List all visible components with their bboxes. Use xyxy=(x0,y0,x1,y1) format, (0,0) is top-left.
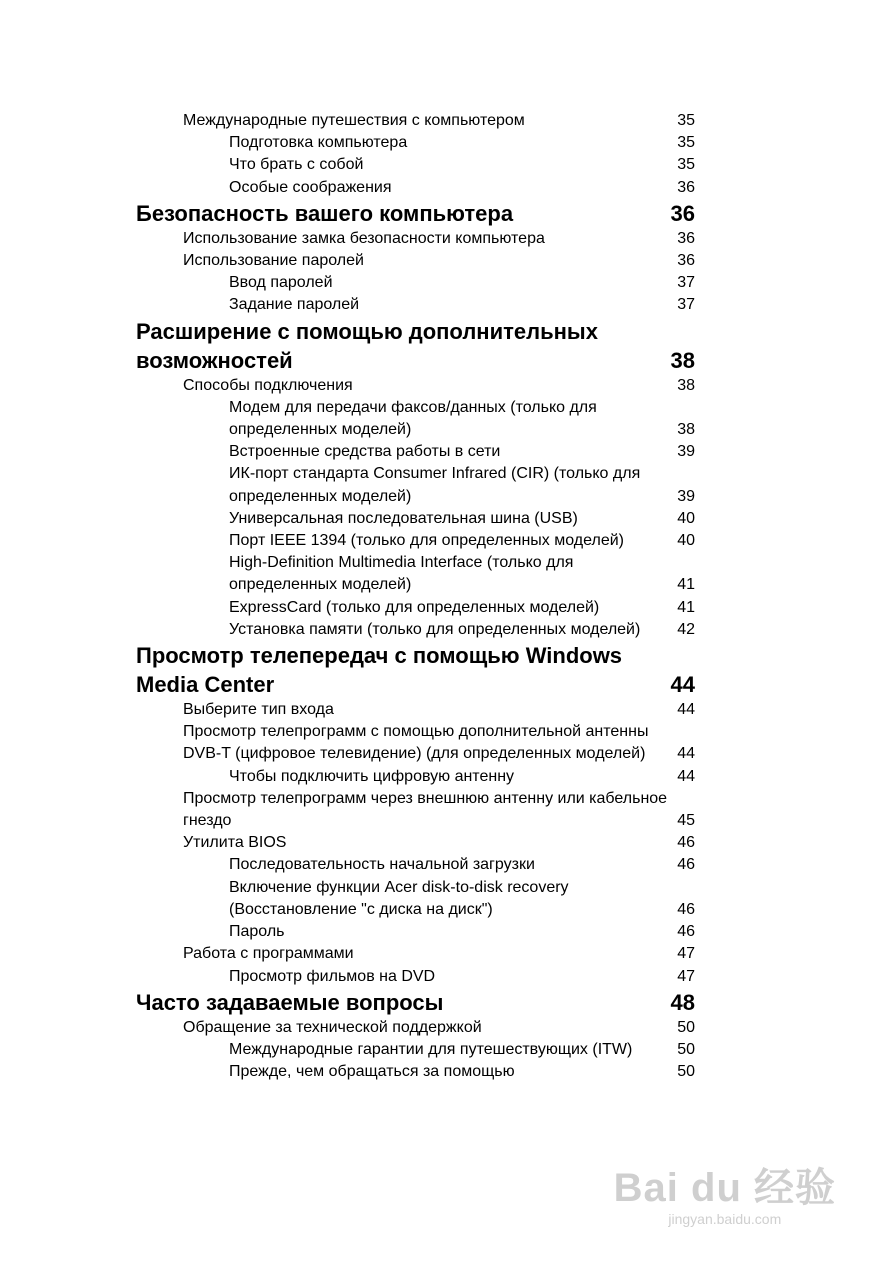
toc-entry-level-3 xyxy=(0,619,892,641)
toc-entry-level-3 xyxy=(0,766,892,788)
toc-entry-level-2 xyxy=(0,375,892,397)
toc-entry-page-number: 48 xyxy=(670,989,695,1015)
toc-entry-title: Чтобы подключить цифровую антенну xyxy=(229,767,515,785)
toc-entry-title: Модем для передачи факсов/данных (только для определенных моделей) xyxy=(229,398,597,439)
toc-entry-page-number: 38 xyxy=(670,347,695,373)
toc-entry-level-3 xyxy=(0,441,892,463)
toc-entry-title: Выберите тип входа xyxy=(183,701,334,719)
table-of-contents xyxy=(0,110,892,1083)
toc-entry-title: Встроенные средства работы в сети xyxy=(229,443,501,461)
toc-entry-level-2 xyxy=(0,110,892,132)
toc-entry-level-2 xyxy=(0,943,892,965)
toc-entry-page-number: 36 xyxy=(670,200,695,226)
toc-entry-level-3 xyxy=(0,854,892,876)
toc-entry-title: Обращение за технической поддержкой xyxy=(183,1018,482,1036)
toc-entry-page-number: 39 xyxy=(677,443,695,461)
toc-entry-title: Что брать с собой xyxy=(229,156,364,174)
toc-entry-level-2 xyxy=(0,250,892,272)
toc-entry-page-number: 40 xyxy=(677,509,695,527)
toc-entry-page-number: 35 xyxy=(677,112,695,129)
toc-entry-page-number: 36 xyxy=(677,252,695,270)
toc-entry-level-3 xyxy=(0,397,892,441)
toc-entry-page-number: 38 xyxy=(677,421,695,439)
toc-entry-page-number: 50 xyxy=(677,1040,695,1058)
toc-entry-title: Последовательность начальной загрузки xyxy=(229,856,535,874)
toc-entry-level-2 xyxy=(0,788,892,832)
toc-entry-page-number: 50 xyxy=(677,1063,695,1081)
toc-entry-page-number: 42 xyxy=(677,620,695,638)
toc-entry-page-number: 47 xyxy=(677,967,695,985)
toc-entry-level-3 xyxy=(0,1061,892,1083)
toc-entry-title: Задание паролей xyxy=(229,296,360,314)
toc-entry-page-number: 50 xyxy=(677,1018,695,1036)
toc-entry-level-1 xyxy=(0,199,892,228)
toc-entry-title: Универсальная последовательная шина (USB) xyxy=(229,509,578,527)
toc-entry-page-number: 41 xyxy=(677,598,695,616)
toc-entry-level-3 xyxy=(0,921,892,943)
toc-entry-page-number: 44 xyxy=(670,672,695,698)
toc-entry-level-3 xyxy=(0,177,892,199)
toc-entry-title: ExpressCard (только для определенных моделей) xyxy=(229,598,600,616)
toc-entry-level-3 xyxy=(0,508,892,530)
toc-entry-level-3 xyxy=(0,1039,892,1061)
toc-entry-page-number: 36 xyxy=(677,178,695,196)
toc-entry-page-number: 39 xyxy=(677,487,695,505)
toc-entry-title: Включение функции Acer disk-to-disk recovery (Восстановление "с диска на диск") xyxy=(229,878,569,918)
toc-entry-page-number: 38 xyxy=(677,376,695,394)
toc-entry-page-number: 44 xyxy=(677,745,695,763)
toc-entry-title: Часто задаваемые вопросы xyxy=(136,989,444,1015)
toc-entry-page-number: 44 xyxy=(677,701,695,719)
toc-entry-level-3 xyxy=(0,966,892,988)
toc-entry-page-number: 46 xyxy=(677,900,695,918)
toc-entry-title: Использование замка безопасности компьютера xyxy=(183,229,545,247)
toc-entry-title: Международные путешествия с компьютером xyxy=(183,112,525,129)
toc-entry-title: Просмотр фильмов на DVD xyxy=(229,967,436,985)
toc-entry-page-number: 35 xyxy=(677,156,695,174)
toc-entry-page-number: 41 xyxy=(677,576,695,594)
toc-entry-level-2 xyxy=(0,832,892,854)
baidu-logo xyxy=(614,1166,836,1210)
toc-entry-title: ИК-порт стандарта Consumer Infrared (CIR) (только для определенных моделей) xyxy=(229,465,641,505)
toc-entry-level-2 xyxy=(0,1017,892,1039)
watermark-url: jingyan.baidu.com xyxy=(668,1211,782,1227)
toc-entry-title: Международные гарантии для путешествующих (ITW) xyxy=(229,1040,633,1058)
toc-entry-page-number: 40 xyxy=(677,532,695,550)
toc-entry-level-3 xyxy=(0,272,892,294)
toc-entry-level-3 xyxy=(0,552,892,596)
toc-entry-title: Ввод паролей xyxy=(229,274,333,292)
toc-entry-level-3 xyxy=(0,877,892,921)
toc-entry-page-number: 46 xyxy=(677,834,695,852)
toc-entry-level-1 xyxy=(0,317,892,375)
toc-entry-level-2 xyxy=(0,721,892,765)
baidu-watermark xyxy=(614,1166,836,1228)
toc-entry-level-3 xyxy=(0,597,892,619)
toc-entry-page-number: 47 xyxy=(677,945,695,963)
toc-entry-title: Просмотр телепередач с помощью Windows Media Center xyxy=(136,643,623,698)
toc-entry-page-number: 46 xyxy=(677,923,695,941)
watermark-logo-text: Bai du 经验 xyxy=(613,1166,836,1210)
toc-entry-title: Использование паролей xyxy=(183,252,364,270)
toc-entry-title: Порт IEEE 1394 (только для определенных моделей) xyxy=(229,532,624,550)
toc-entry-title: Работа с программами xyxy=(183,945,354,963)
toc-entry-page-number: 46 xyxy=(677,856,695,874)
toc-entry-page-number: 37 xyxy=(677,274,695,292)
toc-entry-title: Особые соображения xyxy=(229,178,392,196)
toc-entry-title: Прежде, чем обращаться за помощью xyxy=(229,1063,515,1081)
toc-entry-level-3 xyxy=(0,530,892,552)
toc-entry-title: Просмотр телепрограмм с помощью дополнительной антенны DVB-T (цифровое телевидение) (для определенных моделей) xyxy=(183,723,649,763)
toc-entry-title: Просмотр телепрограмм через внешнюю антенну или кабельное гнездо xyxy=(183,789,668,830)
toc-entry-title: High-Definition Multimedia Interface (только для определенных моделей) xyxy=(229,554,574,594)
toc-entry-level-2 xyxy=(0,699,892,721)
toc-entry-title: Утилита BIOS xyxy=(183,834,287,852)
toc-entry-title: Безопасность вашего компьютера xyxy=(136,200,514,226)
toc-entry-level-3 xyxy=(0,463,892,507)
toc-entry-page-number: 37 xyxy=(677,296,695,314)
toc-entry-title: Способы подключения xyxy=(183,376,353,394)
toc-entry-level-2 xyxy=(0,228,892,250)
toc-entry-level-3 xyxy=(0,132,892,154)
toc-entry-level-3 xyxy=(0,154,892,176)
toc-entry-page-number: 36 xyxy=(677,229,695,247)
toc-entry-title: Установка памяти (только для определенных моделей) xyxy=(229,620,641,638)
toc-entry-page-number: 45 xyxy=(677,812,695,830)
toc-entry-title: Подготовка компьютера xyxy=(229,134,408,152)
toc-entry-title: Расширение с помощью дополнительных возможностей xyxy=(136,318,598,373)
toc-entry-title: Пароль xyxy=(229,923,285,941)
toc-entry-page-number: 44 xyxy=(677,767,695,785)
toc-entry-page-number: 35 xyxy=(677,134,695,152)
toc-entry-level-1 xyxy=(0,988,892,1017)
toc-entry-level-3 xyxy=(0,294,892,316)
toc-entry-level-1 xyxy=(0,641,892,699)
